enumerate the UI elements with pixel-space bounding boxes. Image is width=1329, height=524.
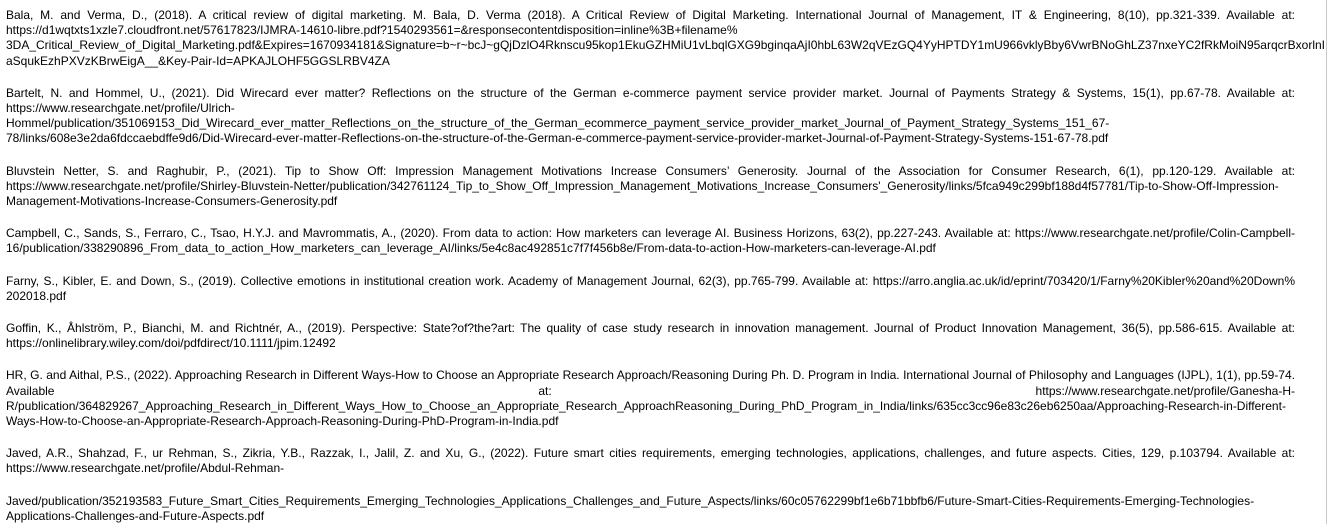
reference-entry-campbell bbox=[6, 226, 1295, 256]
reference-entry-bala bbox=[6, 8, 1325, 69]
reference-url-line: https://d1wqtxts1xzle7.cloudfront.net/57617823/IJMRA-14610-libre.pdf?1540293561=&responsecontentdisposition=inline%3B+filename% bbox=[6, 23, 738, 38]
reference-entry-goffin bbox=[6, 321, 1295, 351]
reference-url-line: R/publication/364829267_Approaching_Research_in_Different_Ways_How_to_Choose_an_Appropriate_Research_ApproachReasoning_During_PhD_Program_in_India/links/635cc3cc96e83c26eb6250aa/Approaching-Research-in-Different- bbox=[6, 398, 1286, 413]
reference-url-line: aSqukEzhPXVzKBrwEigA__&Key-Pair-Id=APKAJLOHF5GGSLRBV4ZA bbox=[6, 53, 390, 68]
reference-url-line: 3DA_Critical_Review_of_Digital_Marketing.pdf&Expires=1670934181&Signature=b~r~bcJ~gQjDzlO4Rknscu95kop1EkuGZHMiU1vLbqlGXG9bginqaAjI0hbL63W2qVEzGQ4YyHPTDY1mU966vklyBby6VwrBNoGhLZ37nxeYC2fRkMoiN95arqcrBxorlnI bbox=[6, 38, 1325, 53]
reference-url-line: https://www.researchgate.net/profile/Ulrich- bbox=[6, 101, 235, 116]
reference-list bbox=[6, 8, 1325, 524]
reference-line: Farny, S., Kibler, E. and Down, S., (2019). Collective emotions in institutional creation work. Academy of Management Journal, 62(3), pp.765-799. Available at: https://arro.anglia.ac.uk/id/eprint/703420/1/Farny%20Kibler%20and%20Down% bbox=[6, 273, 1295, 288]
reference-url-line: Management-Motivations-Increase-Consumers-Generosity.pdf bbox=[6, 194, 338, 209]
reference-entry-bartelt bbox=[6, 86, 1295, 147]
reference-entry-bluvstein-netter bbox=[6, 164, 1295, 210]
reference-line: Bartelt, N. and Hommel, U., (2021). Did Wirecard ever matter? Reflections on the structure of the German e-commerce payment service provider market. Journal of Payments Strategy & Systems, 15(1), pp.67-78. Available at: bbox=[6, 85, 1295, 100]
reference-url-line: 16/publication/338290896_From_data_to_action_How_marketers_can_leverage_AI/links/5e4c8ac492851c7f7f456b8e/From-data-to-action-How-marketers-can-leverage-AI.pdf bbox=[6, 241, 936, 256]
reference-entry-farny bbox=[6, 274, 1295, 304]
reference-line: Campbell, C., Sands, S., Ferraro, C., Tsao, H.Y.J. and Mavrommatis, A., (2020). From data to action: How marketers can leverage AI. Business Horizons, 63(2), pp.227-243. Available at: https://www.researchgate.net/profile/Colin-Campbell- bbox=[6, 226, 1295, 241]
reference-url-line: Hommel/publication/351069153_Did_Wirecard_ever_matter_Reflections_on_the_structure_of_the_German_ecommerce_payment_service_provider_market_Journal_of_Payment_Strategy_Systems_151_67- bbox=[6, 116, 1110, 131]
reference-url-line: Ways-How-to-Choose-an-Appropriate-Research-Approach-Reasoning-During-PhD-Program-in-India.pdf bbox=[6, 414, 559, 429]
reference-line: Bala, M. and Verma, D., (2018). A critical review of digital marketing. M. Bala, D. Verma (2018). A Critical Review of Digital Marketing. International Journal of Management, IT & Engineering, 8(10), pp.321-339. Available at: bbox=[6, 8, 1295, 22]
reference-entry-hr-aithal bbox=[6, 368, 1295, 429]
reference-url-line: Applications-Challenges-and-Future-Aspects.pdf bbox=[6, 508, 265, 523]
reference-line: HR, G. and Aithal, P.S., (2022). Approaching Research in Different Ways-How to Choose an Appropriate Research Approach/Reasoning During Ph. D. Program in India. International Journal of Philosophy and Languages (IJPL), 1(1), pp.59-74. bbox=[6, 368, 1295, 383]
reference-url-line: https://www.researchgate.net/profile/Abdul-Rehman- bbox=[6, 461, 285, 476]
reference-line: Bluvstein Netter, S. and Raghubir, P., (2021). Tip to Show Off: Impression Management Motivations Increase Consumers’ Generosity. Journal of the Association for Consumer Research, 6(1), pp.120-129. Available at: bbox=[6, 163, 1295, 178]
reference-url-line: https://onlinelibrary.wiley.com/doi/pdfdirect/10.1111/jpim.12492 bbox=[6, 336, 336, 351]
reference-entry-javed-continued bbox=[6, 494, 1295, 524]
reference-url-line: Javed/publication/352193583_Future_Smart_Cities_Requirements_Emerging_Technologies_Applications_Challenges_and_Future_Aspects/links/60c05762299bf1e6b71bbfb6/Future-Smart-Cities-Requirements-Emerging-Technologies- bbox=[6, 493, 1255, 508]
reference-line: Available at: https://www.researchgate.net/profile/Ganesha-H- bbox=[6, 383, 1295, 398]
reference-url-line: 202018.pdf bbox=[6, 288, 67, 303]
reference-line: Javed, A.R., Shahzad, F., ur Rehman, S., Zikria, Y.B., Razzak, I., Jalil, Z. and Xu, G., (2022). Future smart cities requirements, emerging technologies, applications, challenges, and future aspects. Cities, 129, p.103794. Available at: bbox=[6, 446, 1295, 461]
reference-url-line: 78/links/608e3e2da6fdccaebdffe9d6/Did-Wirecard-ever-matter-Reflections-on-the-structure-of-the-German-e-commerce-payment-service-provider-market-Journal-of-Payment-Strategy-Systems-151-67-78.pdf bbox=[6, 131, 1109, 146]
reference-entry-javed bbox=[6, 446, 1295, 476]
reference-url-line: https://www.researchgate.net/profile/Shirley-Bluvstein-Netter/publication/342761124_Tip_to_Show_Off_Impression_Management_Motivations_Increase_Consumers'_Generosity/links/5fca949c299bf188d4f57781/Tip-to-Show-Off-Impression- bbox=[6, 178, 1279, 193]
page-right-border bbox=[1326, 0, 1327, 524]
reference-line: Goffin, K., Åhlström, P., Bianchi, M. and Richtnér, A., (2019). Perspective: State?of?the?art: The quality of case study research in innovation management. Journal of Product Innovation Management, 36(5), pp.586-615. Available at: bbox=[6, 321, 1295, 336]
